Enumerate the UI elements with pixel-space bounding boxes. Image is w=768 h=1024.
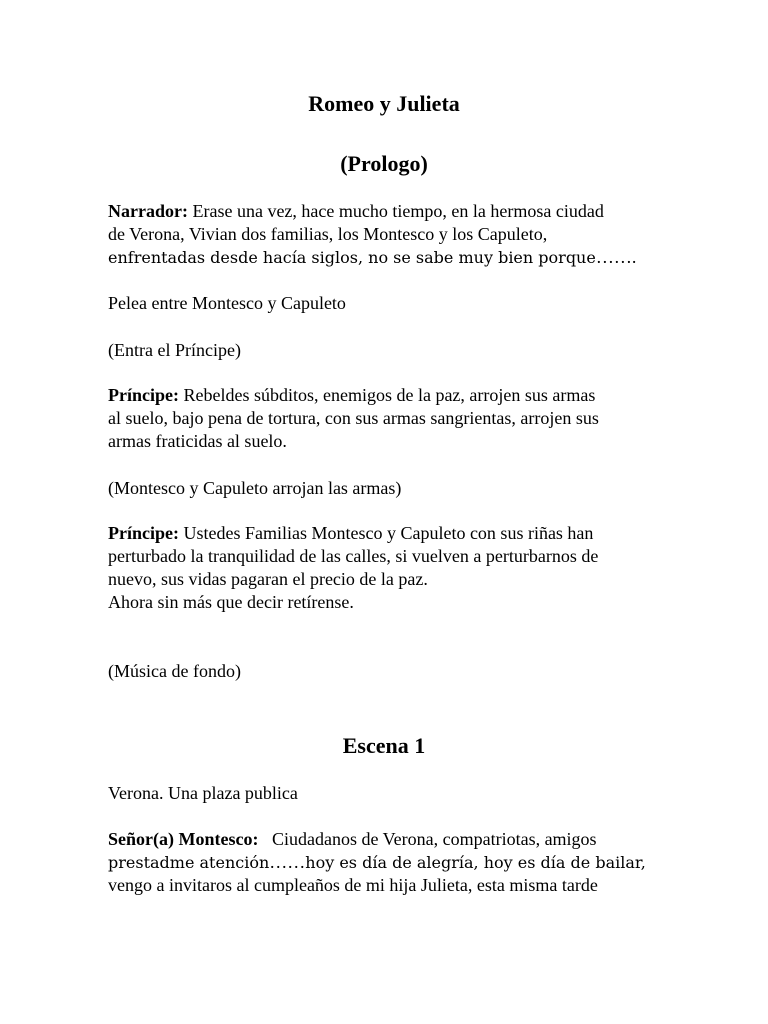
montesco-speech bbox=[108, 828, 668, 897]
narrator-line-1 bbox=[108, 200, 668, 223]
prince-speech-1 bbox=[108, 384, 668, 453]
document-title: Romeo y Julieta bbox=[308, 91, 460, 116]
prince-2-text-1: Ustedes Familias Montesco y Capuleto con sus riñas han bbox=[178, 523, 594, 543]
prince-2-line-3: nuevo, sus vidas pagaran el precio de la paz. bbox=[108, 569, 428, 589]
narrator-text-1: Erase una vez, hace mucho tiempo, en la hermosa ciudad bbox=[187, 201, 604, 221]
scene-setting: Verona. Una plaza publica bbox=[108, 783, 298, 803]
prince-2-line-4: Ahora sin más que decir retírense. bbox=[108, 592, 354, 612]
prince-2-line-1 bbox=[108, 522, 668, 545]
speaker-narrador: Narrador: bbox=[108, 201, 188, 221]
montesco-line-1 bbox=[108, 828, 668, 851]
prince-1-line-1 bbox=[108, 384, 668, 407]
scene-heading: Escena 1 bbox=[342, 733, 426, 758]
stage-direction-fight: Pelea entre Montesco y Capuleto bbox=[108, 293, 346, 313]
montesco-line-3: vengo a invitaros al cumpleaños de mi hija Julieta, esta misma tarde bbox=[108, 875, 598, 895]
narrator-line-2: de Verona, Vivian dos familias, los Montesco y los Capuleto, bbox=[108, 224, 548, 244]
narrator-text-3: enfrentadas desde hacía siglos, no se sabe muy bien porque bbox=[108, 248, 596, 267]
prince-2-line-2: perturbado la tranquilidad de las calles, si vuelven a perturbarnos de bbox=[108, 546, 599, 566]
narrator-paragraph bbox=[108, 200, 668, 269]
prince-1-line-2: al suelo, bajo pena de tortura, con sus armas sangrientas, arrojen sus bbox=[108, 408, 599, 428]
stage-direction-drop-arms: (Montesco y Capuleto arrojan las armas) bbox=[108, 478, 402, 498]
prince-1-text-1: Rebeldes súbditos, enemigos de la paz, arrojen sus armas bbox=[178, 385, 596, 405]
montesco-text-1: Ciudadanos de Verona, compatriotas, amigos bbox=[258, 829, 597, 849]
narrator-line-3 bbox=[108, 246, 668, 269]
montesco-text-2a: prestadme atención bbox=[108, 853, 270, 872]
prologue-heading: (Prologo) bbox=[340, 151, 428, 176]
speaker-principe: Príncipe: bbox=[108, 385, 179, 405]
montesco-line-2 bbox=[108, 851, 668, 874]
montesco-text-2b: …… bbox=[269, 852, 306, 872]
montesco-text-2c: hoy es día de alegría, hoy es día de bailar, bbox=[305, 853, 646, 872]
stage-direction-music: (Música de fondo) bbox=[108, 661, 241, 681]
stage-direction-prince-enters: (Entra el Príncipe) bbox=[108, 340, 241, 360]
prince-speech-2 bbox=[108, 522, 668, 614]
prince-1-line-3: armas fraticidas al suelo. bbox=[108, 431, 287, 451]
speaker-principe: Príncipe: bbox=[108, 523, 179, 543]
narrator-text-3-end: ……. bbox=[595, 247, 637, 267]
speaker-montesco: Señor(a) Montesco: bbox=[108, 829, 259, 849]
